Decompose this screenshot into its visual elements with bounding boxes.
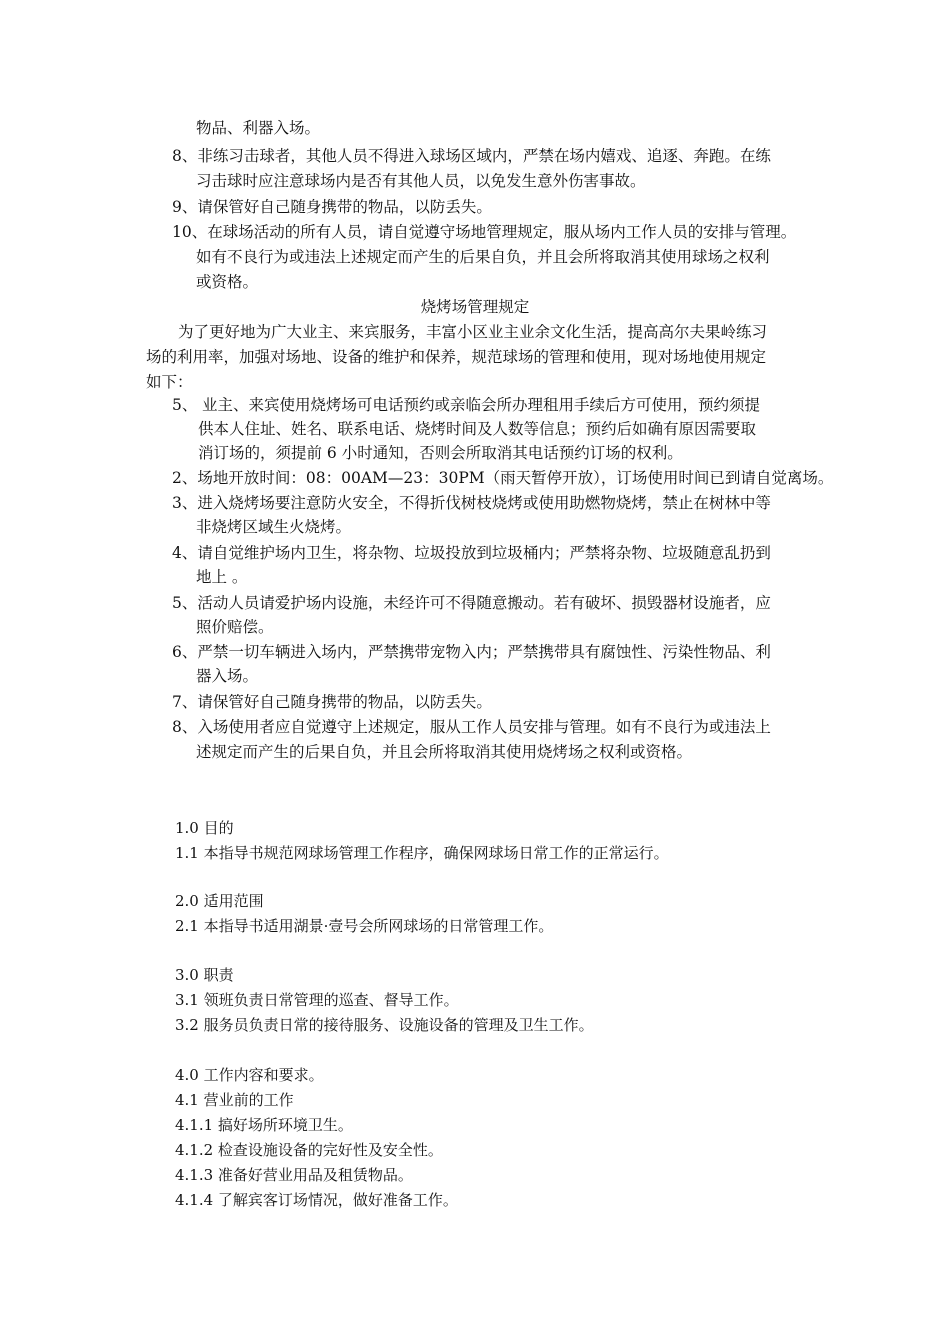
rule-number: 6、 <box>172 643 198 661</box>
rule-number: 9、 <box>172 198 198 216</box>
bbq-rule-8-cont: 述规定而产生的后果自负，并且会所将取消其使用烧烤场之权利或资格。 <box>196 743 693 761</box>
golf-rule-10-cont: 或资格。 <box>196 273 259 291</box>
bbq-rule-4 <box>172 540 771 566</box>
rule-number: 2、 <box>172 469 198 487</box>
section-heading: 2.0 适用范围 <box>175 892 264 910</box>
section-heading: 3.0 职责 <box>175 966 234 984</box>
rule-text: 进入烧烤场要注意防火安全，不得折伐树枝烧烤或使用助燃物烧烤，禁止在树林中等 <box>197 494 771 512</box>
rule-text: 严禁一切车辆进入场内，严禁携带宠物入内；严禁携带具有腐蚀性、污染性物品、利 <box>197 643 771 661</box>
rule-number: 5、 <box>172 396 198 414</box>
section-item: 4.1 营业前的工作 <box>175 1091 294 1109</box>
golf-rule-9 <box>172 194 492 220</box>
section-item: 4.1.1 搞好场所环境卫生。 <box>175 1116 353 1134</box>
section-item: 3.1 领班负责日常管理的巡查、督导工作。 <box>175 991 459 1009</box>
section-heading: 4.0 工作内容和要求。 <box>175 1066 324 1084</box>
golf-rule-10-cont: 如有不良行为或违法上述规定而产生的后果自负，并且会所将取消其使用球场之权利 <box>196 248 770 266</box>
bbq-rule-5-cont: 照价赔偿。 <box>196 618 274 636</box>
rule-number: 7、 <box>172 693 198 711</box>
section-item: 4.1.2 检查设施设备的完好性及安全性。 <box>175 1141 443 1159</box>
bbq-rule-1 <box>172 392 760 418</box>
bbq-intro-line: 场的利用率，加强对场地、设备的维护和保养，规范球场的管理和使用，现对场地使用规定 <box>146 348 767 366</box>
section-item: 1.1 本指导书规范网球场管理工作程序，确保网球场日常工作的正常运行。 <box>175 844 669 862</box>
section-heading: 1.0 目的 <box>175 819 234 837</box>
section-item: 4.1.4 了解宾客订场情况，做好准备工作。 <box>175 1191 458 1209</box>
rule-number: 10、 <box>172 223 208 241</box>
bbq-rule-3-cont: 非烧烤区域生火烧烤。 <box>196 518 352 536</box>
section-item: 4.1.3 准备好营业用品及租赁物品。 <box>175 1166 413 1184</box>
golf-rule-8-cont: 习击球时应注意球场内是否有其他人员，以免发生意外伤害事故。 <box>196 172 646 190</box>
rule-text: 非练习击球者，其他人员不得进入球场区域内，严禁在场内嬉戏、追逐、奔跑。在练 <box>197 147 771 165</box>
rule-number: 4、 <box>172 544 198 562</box>
bbq-rule-2 <box>172 465 833 491</box>
bbq-rule-6-cont: 器入场。 <box>196 667 259 685</box>
bbq-rule-1-cont: 供本人住址、姓名、联系电话、烧烤时间及人数等信息；预约后如确有原因需要取 <box>198 420 757 438</box>
rule-number: 8、 <box>172 147 198 165</box>
bbq-rule-8 <box>172 714 771 740</box>
bbq-rule-7 <box>172 689 492 715</box>
bbq-rule-4-cont: 地上 。 <box>196 568 248 586</box>
rule-text: 活动人员请爱护场内设施，未经许可不得随意搬动。若有破坏、损毁器材设施者，应 <box>197 594 771 612</box>
rule-text: 业主、来宾使用烧烤场可电话预约或亲临会所办理租用手续后方可使用，预约须提 <box>202 396 761 414</box>
bbq-rule-3 <box>172 490 771 516</box>
rule-number: 8、 <box>172 718 198 736</box>
golf-rule-10 <box>172 219 796 245</box>
rule-text: 请保管好自己随身携带的物品，以防丢失。 <box>197 693 492 711</box>
section-item: 2.1 本指导书适用湖景·壹号会所网球场的日常管理工作。 <box>175 917 554 935</box>
golf-rule-8 <box>172 143 771 169</box>
rule-number: 3、 <box>172 494 198 512</box>
rule-text: 场地开放时间：08：00AM—23：30PM（雨天暂停开放），订场使用时间已到请自觉离场。 <box>197 469 834 487</box>
bbq-rules-title: 烧烤场管理规定 <box>420 298 530 316</box>
rule-text: 在球场活动的所有人员，请自觉遵守场地管理规定，服从场内工作人员的安排与管理。 <box>207 223 797 241</box>
bbq-rule-6 <box>172 639 771 665</box>
bbq-intro-line: 为了更好地为广大业主、来宾服务，丰富小区业主业余文化生活，提高高尔夫果岭练习 <box>178 323 768 341</box>
section-item: 3.2 服务员负责日常的接待服务、设施设备的管理及卫生工作。 <box>175 1016 594 1034</box>
rule-text: 请保管好自己随身携带的物品，以防丢失。 <box>197 198 492 216</box>
bbq-rule-5 <box>172 590 771 616</box>
rule-continuation-line: 物品、利器入场。 <box>196 119 321 137</box>
rule-text: 请自觉维护场内卫生，将杂物、垃圾投放到垃圾桶内；严禁将杂物、垃圾随意乱扔到 <box>197 544 771 562</box>
rule-text: 入场使用者应自觉遵守上述规定，服从工作人员安排与管理。如有不良行为或违法上 <box>197 718 771 736</box>
bbq-rule-1-cont: 消订场的，须提前 6 小时通知，否则会所取消其电话预约订场的权利。 <box>198 444 683 462</box>
rule-number: 5、 <box>172 594 198 612</box>
bbq-intro-line: 如下： <box>146 373 193 391</box>
